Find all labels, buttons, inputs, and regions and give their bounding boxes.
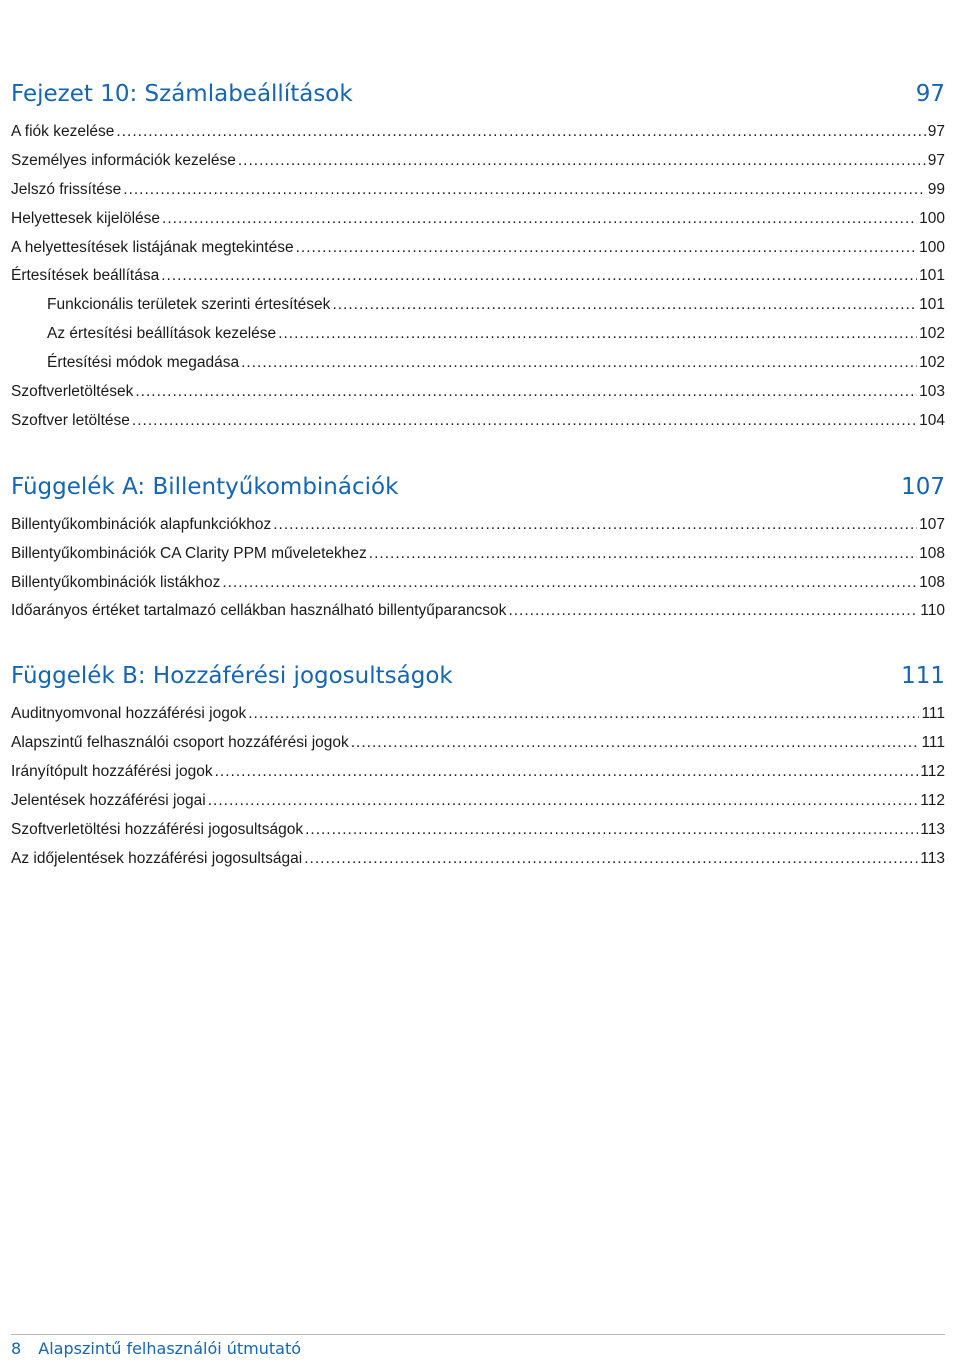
- toc-entry-title: Személyes információk kezelése: [11, 151, 236, 169]
- toc-entry-page: 102: [919, 325, 945, 343]
- dot-leader: [304, 845, 918, 874]
- toc-entry[interactable]: [11, 234, 945, 263]
- toc-entry-title: Funkcionális területek szerinti értesítések: [47, 296, 331, 314]
- toc-entry[interactable]: [11, 147, 945, 176]
- chapter-title: Függelék B: Hozzáférési jogosultságok: [11, 663, 453, 690]
- toc-entry-title: Billentyűkombinációk listákhoz: [11, 573, 221, 591]
- toc-entry[interactable]: [11, 378, 945, 407]
- toc-entry-page: 110: [920, 602, 945, 620]
- dot-leader: [351, 729, 920, 758]
- toc-entry-title: Jelszó frissítése: [11, 180, 122, 198]
- dot-leader: [132, 407, 917, 436]
- toc-entry[interactable]: [11, 118, 945, 147]
- dot-leader: [116, 118, 925, 147]
- toc-subentry[interactable]: [11, 291, 945, 320]
- dot-leader: [208, 787, 919, 816]
- footer-page-number: 8: [11, 1339, 22, 1358]
- toc-entry[interactable]: [11, 540, 945, 569]
- dot-leader: [215, 758, 919, 787]
- toc-entry[interactable]: [11, 787, 945, 816]
- toc-entry-page: 111: [921, 734, 945, 752]
- dot-leader: [273, 511, 917, 540]
- toc-section-appendix-a: [11, 469, 945, 627]
- toc-section-chapter-10: [11, 76, 945, 436]
- toc-entry-title: Auditnyomvonal hozzáférési jogok: [11, 705, 247, 723]
- toc-entry[interactable]: [11, 205, 945, 234]
- dot-leader: [332, 291, 917, 320]
- dot-leader: [162, 205, 917, 234]
- dot-leader: [123, 176, 925, 205]
- dot-leader: [135, 378, 917, 407]
- toc-entry-page: 108: [919, 573, 945, 591]
- toc-entry[interactable]: [11, 407, 945, 436]
- toc-entry[interactable]: [11, 176, 945, 205]
- toc-subentry[interactable]: [11, 349, 945, 378]
- toc-entry-title: Szoftverletöltési hozzáférési jogosultságok: [11, 820, 304, 838]
- toc-entry-title: A helyettesítések listájának megtekintése: [11, 238, 294, 256]
- toc-entry-page: 101: [919, 296, 945, 314]
- dot-leader: [248, 700, 919, 729]
- toc-entry[interactable]: [11, 262, 945, 291]
- toc-entry-title: Alapszintű felhasználói csoport hozzáférési jogok: [11, 734, 349, 752]
- chapter-title: Függelék A: Billentyűkombinációk: [11, 473, 399, 500]
- toc-entry[interactable]: [11, 816, 945, 845]
- toc-entry-title: Időarányos értéket tartalmazó cellákban használható billentyűparancsok: [11, 602, 507, 620]
- chapter-heading[interactable]: [11, 76, 945, 112]
- toc-entry-page: 99: [927, 180, 945, 198]
- toc-entry-title: Billentyűkombinációk alapfunkciókhoz: [11, 515, 272, 533]
- toc-entry-page: 100: [919, 238, 945, 256]
- dot-leader: [161, 262, 917, 291]
- dot-leader: [238, 147, 926, 176]
- toc-entry-title: Billentyűkombinációk CA Clarity PPM műveletekhez: [11, 544, 367, 562]
- dot-leader: [278, 320, 917, 349]
- toc-entry-page: 107: [919, 515, 945, 533]
- toc-entry-title: Az értesítési beállítások kezelése: [47, 325, 277, 343]
- footer-guide-title: Alapszintű felhasználói útmutató: [38, 1339, 302, 1358]
- toc-entry[interactable]: [11, 569, 945, 598]
- toc-entry-page: 101: [919, 267, 945, 285]
- toc-entry-page: 104: [919, 411, 945, 429]
- chapter-heading[interactable]: [11, 469, 945, 505]
- toc-entry-title: Szoftver letöltése: [11, 411, 130, 429]
- dot-leader: [241, 349, 917, 378]
- section-spacer: [11, 626, 945, 658]
- toc-entry[interactable]: [11, 597, 945, 626]
- toc-entry-title: Értesítések beállítása: [11, 267, 160, 285]
- toc-entry-page: 113: [920, 820, 945, 838]
- toc-subentry[interactable]: [11, 320, 945, 349]
- toc-entry[interactable]: [11, 700, 945, 729]
- toc-entry-page: 97: [927, 151, 945, 169]
- toc-entry-title: Szoftverletöltések: [11, 383, 134, 401]
- toc-entry-page: 100: [919, 209, 945, 227]
- toc-entry-title: Értesítési módok megadása: [47, 354, 240, 372]
- chapter-title: Fejezet 10: Számlabeállítások: [11, 81, 353, 107]
- toc-entry-page: 111: [921, 705, 945, 723]
- dot-leader: [369, 540, 917, 569]
- toc-entry-title: Irányítópult hozzáférési jogok: [11, 763, 213, 781]
- toc-entry-page: 102: [919, 354, 945, 372]
- section-spacer: [11, 436, 945, 469]
- toc-entry-page: 112: [920, 792, 945, 810]
- toc-entry-page: 108: [919, 544, 945, 562]
- table-of-contents: [11, 76, 945, 874]
- chapter-page-number: 111: [901, 663, 945, 690]
- toc-entry-title: Helyettesek kijelölése: [11, 209, 161, 227]
- toc-entry-page: 97: [927, 123, 945, 140]
- toc-entry[interactable]: [11, 729, 945, 758]
- toc-entry-title: A fiók kezelése: [11, 123, 115, 140]
- toc-entry-title: Az időjelentések hozzáférési jogosultságai: [11, 849, 303, 867]
- toc-entry[interactable]: [11, 758, 945, 787]
- chapter-page-number: 97: [915, 81, 945, 107]
- dot-leader: [222, 569, 917, 598]
- page-footer: [11, 1334, 945, 1358]
- toc-entry-page: 113: [920, 849, 945, 867]
- toc-entry[interactable]: [11, 845, 945, 874]
- toc-entry[interactable]: [11, 511, 945, 540]
- toc-section-appendix-b: [11, 658, 945, 873]
- chapter-page-number: 107: [901, 473, 945, 500]
- dot-leader: [508, 597, 918, 626]
- dot-leader: [296, 234, 918, 263]
- toc-entry-page: 112: [920, 763, 945, 781]
- toc-entry-title: Jelentések hozzáférési jogai: [11, 792, 206, 810]
- dot-leader: [305, 816, 918, 845]
- toc-entry-page: 103: [919, 383, 945, 401]
- chapter-heading[interactable]: [11, 658, 945, 694]
